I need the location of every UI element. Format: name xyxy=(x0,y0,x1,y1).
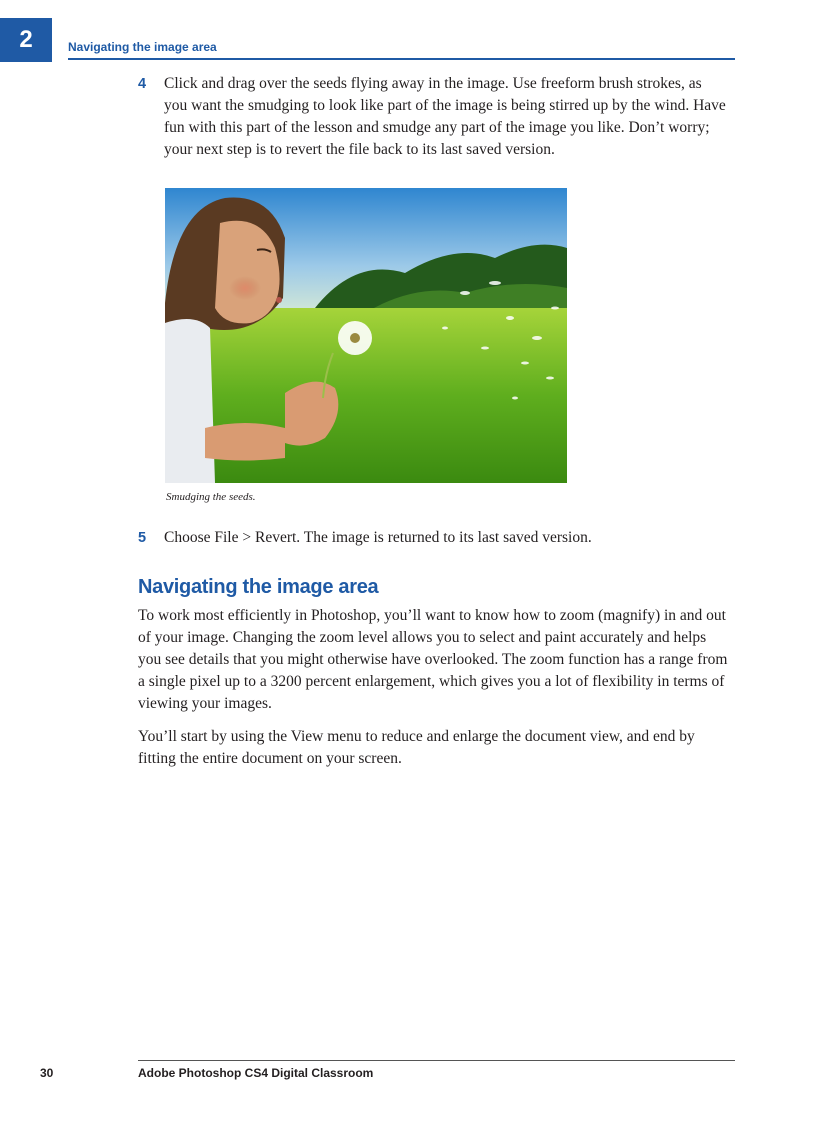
chapter-number-tab: 2 xyxy=(0,18,52,62)
photo-illustration xyxy=(165,188,567,483)
running-head: Navigating the image area xyxy=(68,40,217,54)
body-paragraph: You’ll start by using the View menu to reduce and enlarge the document view, and end by fitting the entire document on your screen. xyxy=(138,728,695,767)
figure-caption: Smudging the seeds. xyxy=(166,491,256,503)
body-paragraph: To work most efficiently in Photoshop, you’ll want to know how to zoom (magnify) in and out of your image. Changing the zoom level allows you to select and paint accurately and helps you see details that you might otherwise have overlooked. The zoom function has a range from a single pixel up to a 3200 percent enlargement, which gives you a lot of flexibility in terms of viewing your images. xyxy=(138,607,728,712)
footer-rule xyxy=(138,1060,735,1061)
step-number: 5 xyxy=(138,530,147,546)
section-heading: Navigating the image area xyxy=(138,576,379,598)
step-text: Choose File > Revert. The image is returned to its last saved version. xyxy=(164,529,592,546)
step-4 xyxy=(138,73,728,161)
step-text: Click and drag over the seeds flying away in the image. Use freeform brush strokes, as you want the smudging to look like part of the image is being stirred up by the wind. Have fun with this part of the lesson and smudge any part of the image you like. Don’t worry; your next step is to revert the file back to its last saved version. xyxy=(164,75,726,158)
header-rule xyxy=(68,58,735,60)
step-5 xyxy=(138,527,728,549)
figure-photo-girl-blowing-dandelion xyxy=(165,188,567,483)
book-title: Adobe Photoshop CS4 Digital Classroom xyxy=(138,1066,374,1080)
page-number: 30 xyxy=(40,1066,54,1080)
step-number: 4 xyxy=(138,76,147,92)
